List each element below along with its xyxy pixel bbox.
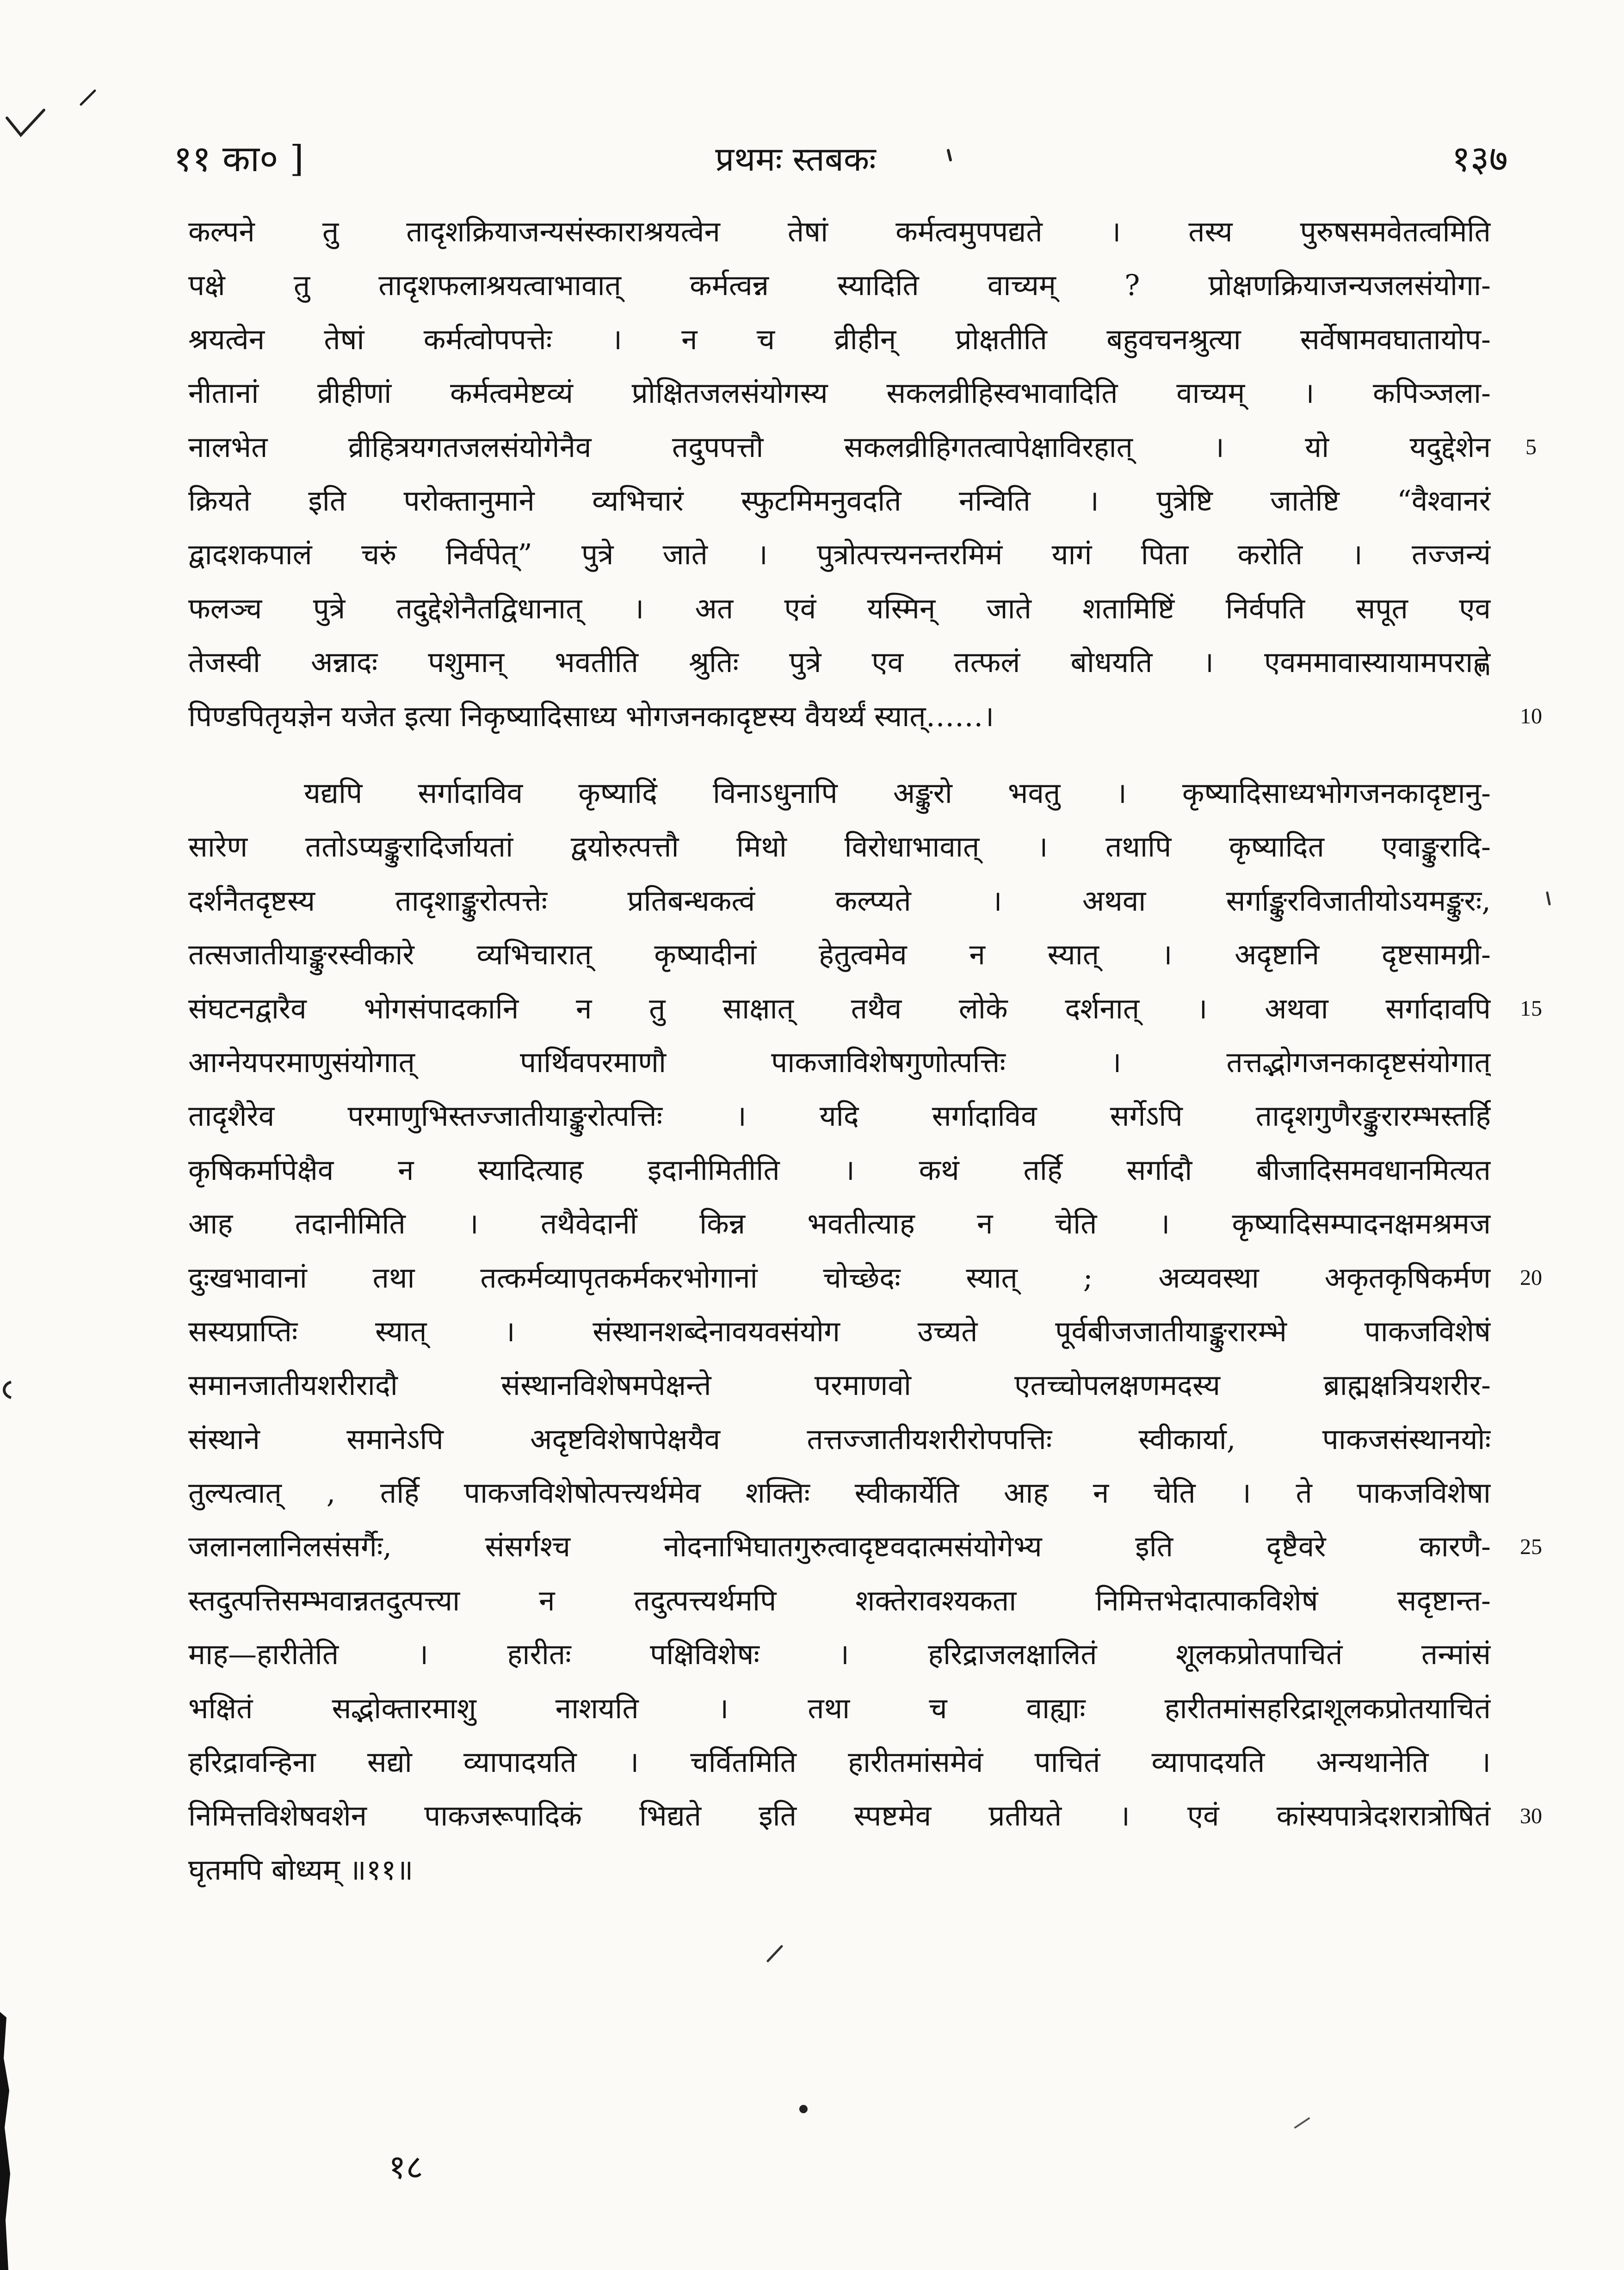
- text-line: संघटनद्वारैव भोगसंपादकानि न तु साक्षात् तथैव लोके दर्शनात् । अथवा सर्गादावपि: [188, 991, 1491, 1025]
- text-line: सस्यप्राप्तिः स्यात् । संस्थानशब्देनावयवसंयोग उच्यते पूर्वबीजजातीयाङ्कुरारम्भे पाकजविशेषं: [188, 1314, 1491, 1348]
- scan-edge-shadow: [0, 2012, 10, 2270]
- text-line: सारेण ततोऽप्यङ्कुरादिर्जायतां द्वयोरुत्पत्तौ मिथो विरोधाभावात् । तथापि कृष्यादित एवाङ्कुरादि-: [188, 830, 1491, 864]
- stray-mark: [768, 1946, 782, 1961]
- text-line: घृतमपि बोध्यम् ॥११॥: [188, 1852, 414, 1887]
- stray-dot: [799, 2105, 808, 2113]
- pencil-tick-mark: [7, 110, 44, 135]
- text-line: संस्थाने समानेऽपि अदृष्टविशेषापेक्षयैव तत्तज्जातीयशरीरोपपत्तिः स्वीकार्या, पाकजसंस्थानयोः: [188, 1422, 1491, 1456]
- paragraph-2: [188, 766, 1491, 1897]
- text-line: तेजस्वी अन्नादः पशुमान् भवतीति श्रुतिः पुत्रे एव तत्फलं बोधयति । एवममावास्यायामपराह्णे: [188, 645, 1491, 679]
- text-line: भक्षितं सद्भोक्तारमाशु नाशयति । तथा च वाह्याः हारीतमांसहरिद्राशूलकप्रोतयाचितं: [188, 1691, 1491, 1725]
- stray-mark: [1295, 2118, 1309, 2128]
- text-line: जलानलानिलसंसर्गैः, संसर्गश्च नोदनाभिघातगुरुत्वादृष्टवदात्मसंयोगेभ्य इति दृष्टैवरे कारणै-: [188, 1530, 1491, 1564]
- pencil-dash-mark: [81, 91, 95, 105]
- chapter-reference: ११ का० ]: [173, 138, 304, 180]
- text-line: नीतानां व्रीहीणां कर्मत्वमेष्टव्यं प्रोक्षितजलसंयोगस्य सकलव्रीहिस्वभावादिति वाच्यम् । कपिञ्जला-: [188, 376, 1491, 410]
- running-title: प्रथमः स्तबकः: [715, 140, 876, 179]
- text-line: यद्यपि सर्गादाविव कृष्यादिं विनाऽधुनापि अङ्कुरो भवतु । कृष्यादिसाध्यभोगजनकादृष्टानु-: [304, 776, 1491, 810]
- text-line: स्तदुत्पत्तिसम्भवान्नतदुत्पत्त्या न तदुत्पत्त्यर्थमपि शक्तेरावश्यकता निमित्तभेदात्पाकविशेषं सदृष्टान्त-: [188, 1583, 1491, 1617]
- line-number: 5: [1525, 435, 1537, 459]
- text-line: पक्षे तु तादृशफलाश्रयत्वाभावात् कर्मत्वन्न स्यादिति वाच्यम् ? प्रोक्षणक्रियाजन्यजलसंयोगा-: [188, 268, 1491, 302]
- text-line: श्रयत्वेन तेषां कर्मत्वोपपत्तेः । न च व्रीहीन् प्रोक्षतीति बहुवचनश्रुत्या सर्वेषामवघातायोप-: [188, 322, 1491, 356]
- paragraph-1: [188, 205, 1491, 743]
- text-line: दुःखभावानां तथा तत्कर्मव्यापृतकर्मकरभोगानां चोच्छेदः स्यात् ; अव्यवस्था अकृतकृषिकर्मण: [188, 1260, 1491, 1295]
- text-line: क्रियते इति परोक्तानुमाने व्यभिचारं स्फुटमिमनुवदति नन्विति । पुत्रेष्टि जातेष्टि “वैश्वानरं: [188, 483, 1491, 518]
- line-number: 25: [1520, 1535, 1542, 1559]
- text-line: कल्पने तु तादृशक्रियाजन्यसंस्काराश्रयत्वेन तेषां कर्मत्वमुपपद्यते । तस्य पुरुषसमवेतत्वमिति: [188, 215, 1491, 248]
- stray-mark: [948, 150, 951, 160]
- signature-mark: १८: [389, 2147, 423, 2186]
- text-line: तत्सजातीयाङ्कुरस्वीकारे व्यभिचारात् कृष्यादीनां हेतुत्वमेव न स्यात् । अदृष्टानि दृष्टसामग्री-: [188, 938, 1491, 972]
- text-line: पिण्डपितृयज्ञेन यजेत इत्या निकृष्यादिसाध्य भोगजनकादृष्टस्य वैयर्थ्यं स्यात्……।: [188, 699, 994, 733]
- text-line: आह तदानीमिति । तथैवेदानीं किन्न भवतीत्याह न चेति । कृष्यादिसम्पादनक्षमश्रमज: [188, 1207, 1491, 1241]
- text-line: आग्नेयपरमाणुसंयोगात् पार्थिवपरमाणौ पाकजाविशेषगुणोत्पत्तिः । तत्तद्भोगजनकादृष्टसंयोगात्: [188, 1045, 1491, 1079]
- text-line: कृषिकर्मापेक्षैव न स्यादित्याह इदानीमितीति । कथं तर्हि सर्गादौ बीजादिसमवधानमित्यत: [188, 1153, 1491, 1187]
- line-number: 20: [1520, 1265, 1542, 1290]
- text-line: द्वादशकपालं चरुं निर्वपेत्” पुत्रे जाते । पुत्रोत्पत्त्यनन्तरमिमं यागं पिता करोति । तज्जन्यं: [188, 537, 1491, 572]
- text-line: फलञ्च पुत्रे तदुद्देशेनैतद्विधानात् । अत एवं यस्मिन् जाते शतामिष्टिं निर्वपति सपूत एव: [188, 591, 1491, 625]
- text-line: निमित्तविशेषवशेन पाकजरूपादिकं भिद्यते इति स्पष्टमेव प्रतीयते । एवं कांस्यपात्रेदशरात्रोषितं: [188, 1799, 1491, 1833]
- text-line: समानजातीयशरीरादौ संस्थानविशेषमपेक्षन्ते परमाणवो एतच्चोपलक्षणमदस्य ब्राह्मक्षत्रियशरीर-: [188, 1368, 1491, 1402]
- page-number: १३७: [1451, 138, 1508, 180]
- text-line: नालभेत व्रीहित्रयगतजलसंयोगेनैव तदुपपत्तौ सकलव्रीहिगतत्वापेक्षाविरहात् । यो यदुद्देशेन: [188, 430, 1491, 464]
- text-line: तादृशैरेव परमाणुभिस्तज्जातीयाङ्कुरोत्पत्तिः । यदि सर्गादाविव सर्गेऽपि तादृशगुणैरङ्कुरारम्भस्तर्हि: [188, 1099, 1491, 1133]
- line-number: 15: [1520, 996, 1542, 1021]
- margin-mark: [4, 1382, 11, 1398]
- text-line: हरिद्रावन्हिना सद्यो व्यापादयति । चर्वितमिति हारीतमांसमेवं पाचितं व्यापादयति अन्यथानेति ।: [188, 1745, 1491, 1779]
- line-number: 10: [1520, 704, 1542, 728]
- stray-mark: [1547, 893, 1550, 904]
- line-number: 30: [1520, 1804, 1542, 1828]
- text-line: तुल्यत्वात् , तर्हि पाकजविशेषोत्पत्त्यर्थमेव शक्तिः स्वीकार्येति आह न चेति । ते पाकजविशेषा: [188, 1476, 1491, 1510]
- text-line: माह—हारीतेति । हारीतः पक्षिविशेषः । हरिद्राजलक्षालितं शूलकप्रोतपाचितं तन्मांसं: [188, 1637, 1491, 1672]
- text-line: दर्शनैतदृष्टस्य तादृशाङ्कुरोत्पत्तेः प्रतिबन्धकत्वं कल्प्यते । अथवा सर्गाङ्कुरविजातीयोऽयमङ्कुरः,: [188, 883, 1491, 918]
